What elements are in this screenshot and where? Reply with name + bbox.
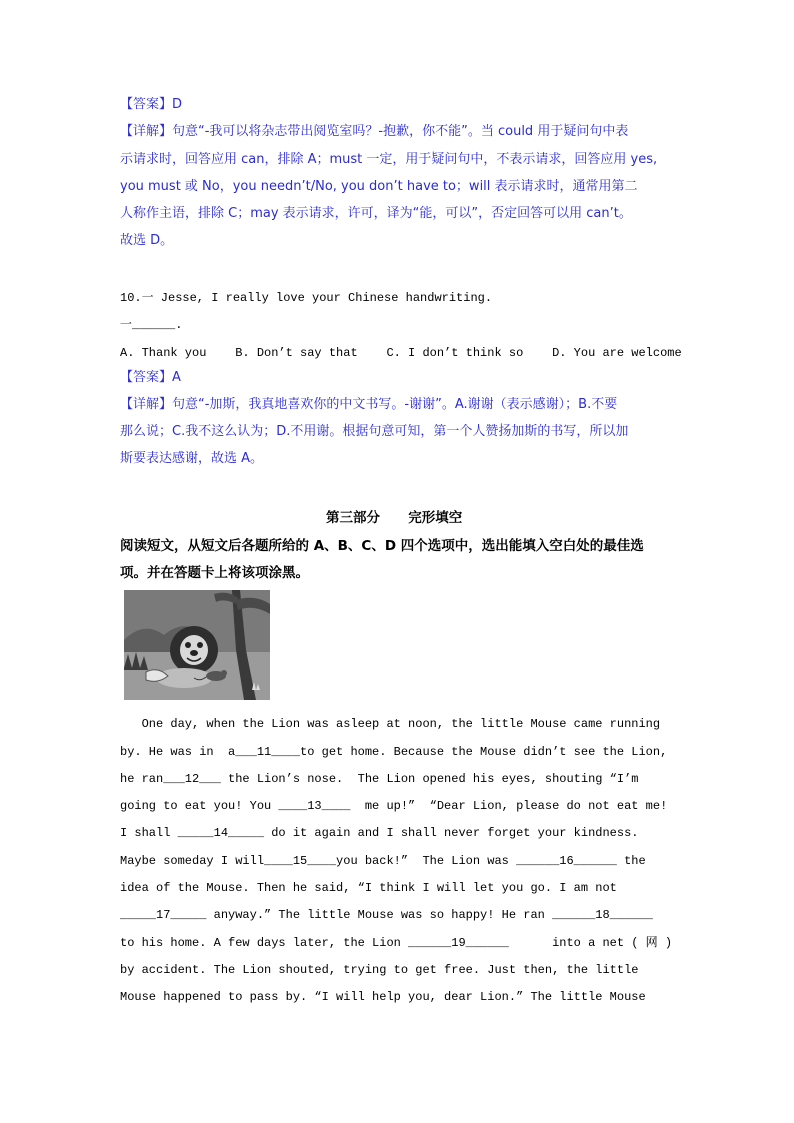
- passage-line-10: by accident. The Lion shouted, trying to get free. Just then, the little: [120, 963, 639, 977]
- passage-line-7: idea of the Mouse. Then he said, “I think I will let you go. I am not: [120, 881, 617, 895]
- passage-line-9: to his home. A few days later, the Lion ______19______ into a net ( 网 ): [120, 936, 673, 950]
- passage-line-2: by. He was in a___11____to get home. Because the Mouse didn’t see the Lion,: [120, 745, 668, 759]
- passage-line-3: he ran___12___ the Lion’s nose. The Lion opened his eyes, shouting “I’m: [120, 772, 639, 786]
- section-instructions-line-1: 阅读短文，从短文后各题所给的 A、B、C、D 四个选项中，选出能填入空白处的最佳选: [120, 538, 644, 554]
- passage-line-1: One day, when the Lion was asleep at noon, the little Mouse came running: [120, 717, 661, 731]
- q10-detail-line-1: 【详解】句意“-加斯，我真地喜欢你的中文书写。-谢谢”。A.谢谢（表示感谢）；B.不要: [120, 397, 618, 412]
- passage-line-8: _____17_____ anyway.” The little Mouse was so happy! He ran ______18______: [120, 908, 653, 922]
- q10-blank: 一______.: [120, 318, 183, 332]
- q10-options: A. Thank you B. Don’t say that C. I don’t think so D. You are welcome: [120, 346, 682, 360]
- q9-detail-line-4: 人称作主语，排除 C；may 表示请求，许可，译为“能，可以”，否定回答可以用 can’t。: [120, 206, 632, 221]
- q10-answer: 【答案】A: [120, 370, 181, 385]
- q9-answer: 【答案】D: [120, 97, 183, 112]
- q9-detail-line-5: 故选 D。: [120, 233, 174, 248]
- passage-line-6: Maybe someday I will____15____you back!” The Lion was ______16______ the: [120, 854, 646, 868]
- section-instructions-line-2: 项。并在答题卡上将该项涂黑。: [120, 565, 309, 581]
- q9-detail-line-2: 示请求时，回答应用 can，排除 A；must 一定，用于疑问句中，不表示请求，回答应用 yes,: [120, 152, 658, 167]
- passage-line-4: going to eat you! You ____13____ me up!” “Dear Lion, please do not eat me!: [120, 799, 668, 813]
- q9-detail-line-1: 【详解】句意“-我可以将杂志带出阅览室吗？-抱歉，你不能”。当 could 用于疑问句中表: [120, 124, 629, 139]
- q10-detail-line-2: 那么说；C.我不这么认为；D.不用谢。根据句意可知，第一个人赞扬加斯的书写，所以加: [120, 424, 629, 439]
- passage-line-5: I shall _____14_____ do it again and I shall never forget your kindness.: [120, 826, 639, 840]
- q10-question: 10.一 Jesse, I really love your Chinese handwriting.: [120, 291, 493, 305]
- q9-detail-line-3: you must 或 No，you needn’t/No, you don’t have to；will 表示请求时，通常用第二: [120, 179, 638, 194]
- lion-mouse-illustration: [124, 590, 270, 700]
- q10-detail-line-3: 斯要表达感谢，故选 A。: [120, 451, 264, 466]
- passage-line-11: Mouse happened to pass by. “I will help you, dear Lion.” The little Mouse: [120, 990, 646, 1004]
- section-title: 第三部分 完形填空: [326, 510, 463, 526]
